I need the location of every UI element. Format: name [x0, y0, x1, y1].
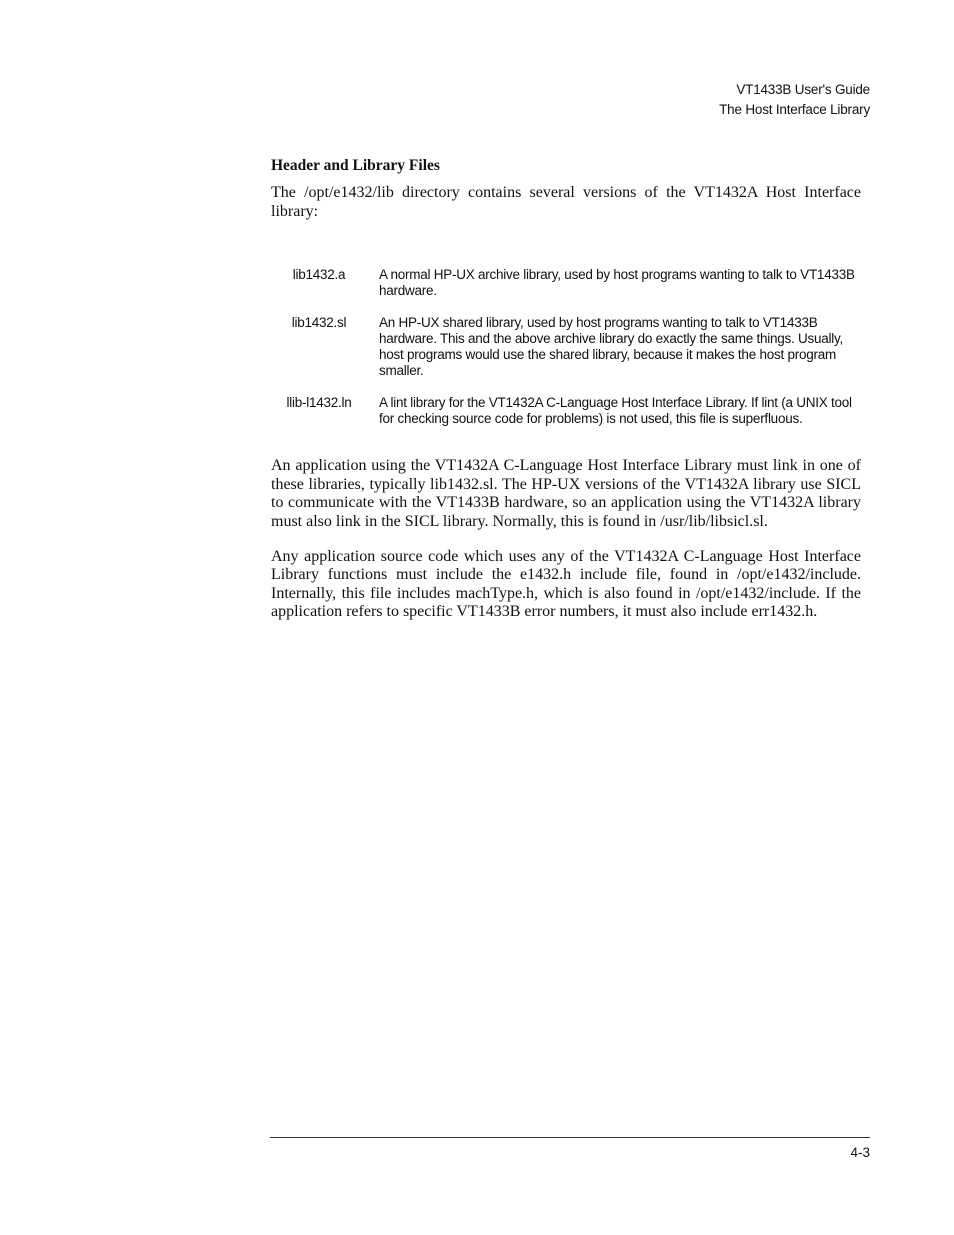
file-description: An HP-UX shared library, used by host programs wanting to talk to VT1433B hardware. This and the above archive library do exactly the same things. Usually, host programs would use the shared library, because it makes the host program smaller. [379, 315, 843, 379]
page-number: 4-3 [850, 1145, 870, 1160]
intro-paragraph: The /opt/e1432/lib directory contains several versions of the VT1432A Host Interface library: [271, 184, 861, 220]
file-description: A normal HP-UX archive library, used by host programs wanting to talk to VT1433B hardware. [379, 267, 855, 299]
include-files-paragraph: Any application source code which uses any of the VT1432A C-Language Host Interface Library functions must include the e1432.h include file, found in /opt/e1432/include. Internally, this file includes machType.h, which is also found in /opt/e1432/include. If the application refers to specific VT1433B error numbers, it must also include err1432.h. [271, 547, 861, 621]
link-libraries-paragraph: An application using the VT1432A C-Language Host Interface Library must link in one of these libraries, typically lib1432.sl. The HP-UX versions of the VT1432A library use SICL to communicate with the VT1433B hardware, so an application using the VT1432A library must also link in the SICL library. Normally, this is found in /usr/lib/libsicl.sl. [271, 457, 861, 530]
file-name: llib-l1432.ln [286, 395, 352, 411]
footer-divider [270, 1137, 870, 1138]
list-item [271, 315, 861, 379]
running-header-guide-title: VT1433B User's Guide [736, 82, 870, 97]
section-heading: Header and Library Files [271, 157, 440, 174]
library-file-list [271, 267, 861, 427]
running-header-chapter-title: The Host Interface Library [719, 102, 870, 117]
file-description: A lint library for the VT1432A C-Language Host Interface Library. If lint (a UNIX tool for checking source code for problems) is not used, this file is superfluous. [379, 395, 852, 427]
file-name: lib1432.a [292, 267, 346, 283]
file-name: lib1432.sl [291, 315, 347, 331]
main-content [271, 156, 861, 622]
list-item [271, 395, 861, 427]
running-header [719, 80, 870, 120]
list-item [271, 267, 861, 299]
